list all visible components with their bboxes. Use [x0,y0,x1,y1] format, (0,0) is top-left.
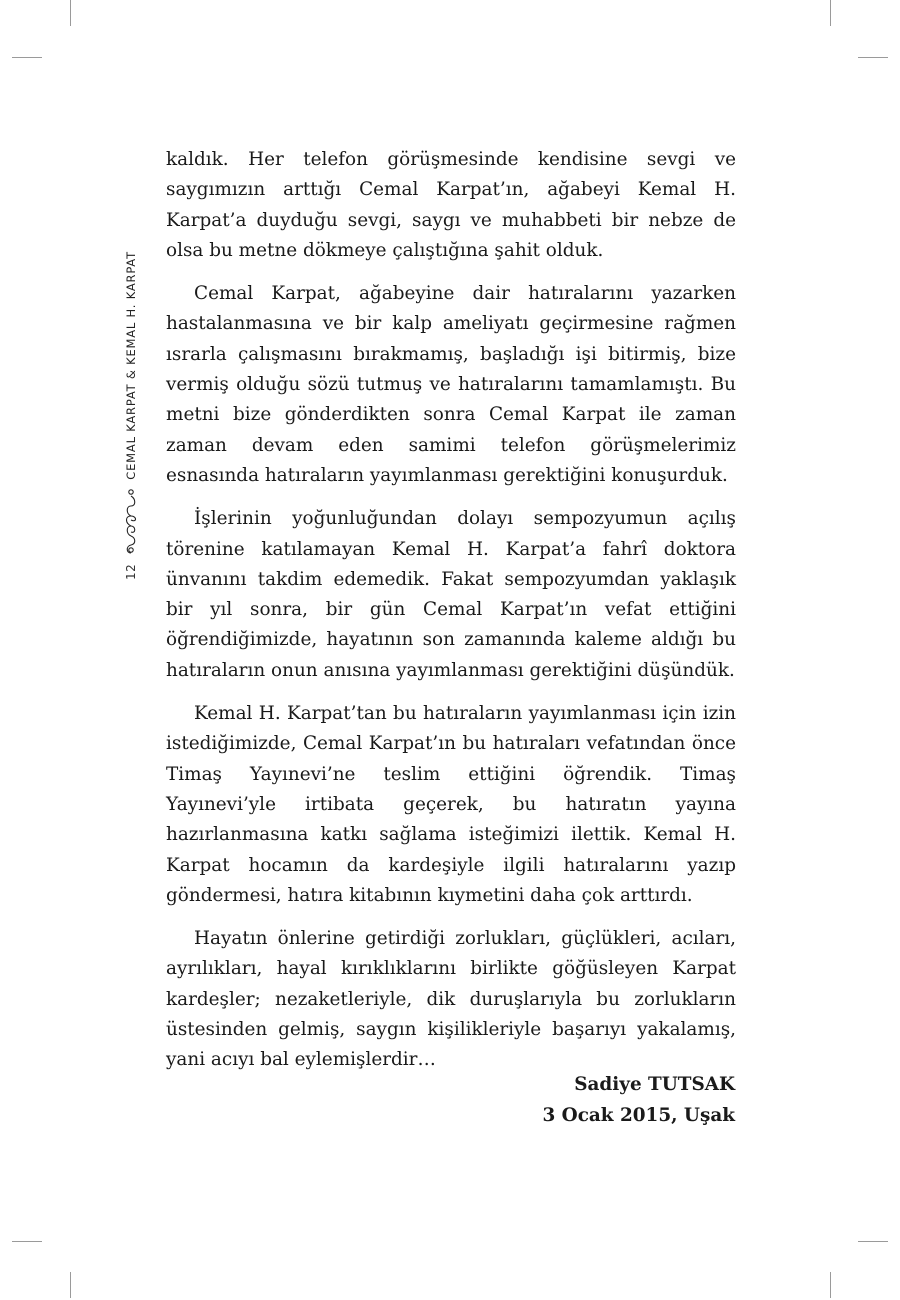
crop-mark [830,1272,831,1298]
crop-mark [830,0,831,26]
paragraph: Hayatın önlerine getirdiği zorlukları, güçlükleri, acıları, ayrılıkları, hayal kırıklıklarını birlikte göğüsleyen Karpat kardeşler; nezaketleriyle, dik duruşlarıyla bu zorlukların üstesinden gelmiş, saygın kişilikleriyle başarıyı yakalamış, yani acıyı bal eylemişlerdir… [166,928,736,1071]
crop-mark [858,1241,888,1242]
running-head-title: CEMAL KARPAT & KEMAL H. KARPAT [124,251,138,480]
crop-mark [70,0,71,26]
crop-mark [70,1272,71,1298]
signature-block [542,1069,735,1131]
author-name: Sadiye TUTSAK [574,1074,735,1095]
paragraph: Kemal H. Karpat’tan bu hatıraların yayımlanması için izin istediğimizde, Cemal Karpat’ın bu hatıraları vefatından önce Timaş Yayınevi’ne teslim ettiğini öğrendik. Timaş Yayınevi’yle irtibata geçerek, bu hatıratın yayına hazırlanmasına katkı sağlama isteğimizi ilettik. Kemal H. Karpat hocamın da kardeşiyle ilgili hatıralarını yazıp göndermesi, hatıra kitabının kıymetini daha çok arttırdı. [166,703,736,906]
crop-mark [12,1241,42,1242]
paragraph: İşlerinin yoğunluğundan dolayı sempozyumun açılış törenine katılamayan Kemal H. Karpat’a fahrî doktora ünvanını takdim edemedik. Fakat sempozyumdan yaklaşık bir yıl sonra, bir gün Cemal Karpat’ın vefat ettiğini öğrendiğimizde, hayatının son zamanında kaleme aldığı bu hatıraların onun anısına yayımlanması gerektiğini düşündük. [166,508,736,681]
paragraph: kaldık. Her telefon görüşmesinde kendisine sevgi ve saygımızın arttığı Cemal Karpat’ın, ağabeyi Kemal H. Karpat’a duyduğu sevgi, saygı ve muhabbeti bir nebze de olsa bu metne dökmeye çalıştığına şahit olduk. [166,149,736,261]
page-number: 12 [124,563,138,580]
running-head [124,200,136,580]
date-place: 3 Ocak 2015, Uşak [542,1105,735,1126]
body-text [166,145,736,1089]
swirl-ornament-icon [124,486,138,556]
crop-mark [12,57,42,58]
crop-mark [858,57,888,58]
paragraph: Cemal Karpat, ağabeyine dair hatıralarını yazarken hastalanmasına ve bir kalp ameliyatı geçirmesine rağmen ısrarla çalışmasını bırakmamış, başladığı işi bitirmiş, bize vermiş olduğu sözü tutmuş ve hatıralarını tamamlamıştı. Bu metni bize gönderdikten sonra Cemal Karpat ile zaman zaman devam eden samimi telefon görüşmelerimiz esnasında hatıraların yayımlanması gerektiğini konuşurduk. [166,283,736,486]
